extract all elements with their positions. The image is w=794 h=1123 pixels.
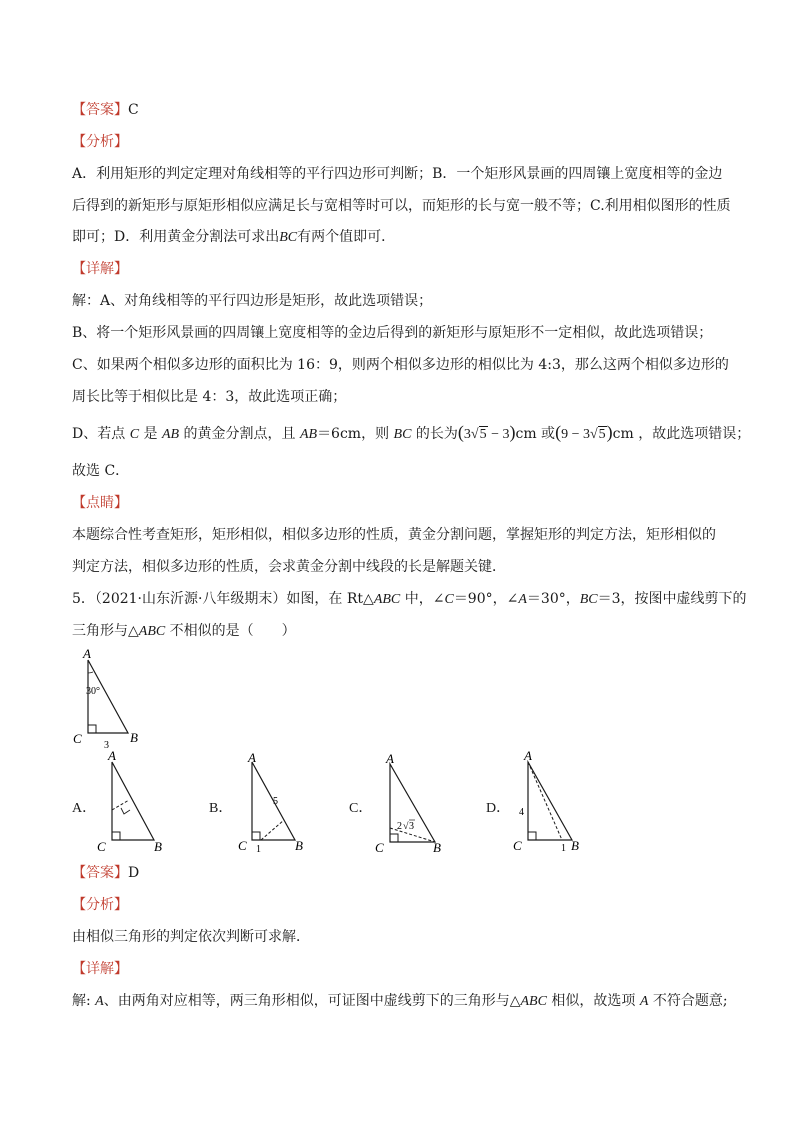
expr-two: (: [555, 422, 562, 442]
cut-line: [261, 820, 284, 840]
option-c-figure: [372, 752, 452, 857]
option-d-figure: [508, 750, 588, 855]
q4-detail-d: D、若点 C 是 AB 的黄金分割点，且 AB＝6cm，则 BC 的长为(3√5 − 3)cm 或(9 − 3√5)cm ，故此选项错误；: [72, 422, 751, 442]
q4-analysis-line-2: 后得到的新矩形与原矩形相似应满足长与宽相等时可以，而矩形的长与宽一般不等；C.利用相似图形的性质: [72, 198, 731, 214]
option-a-figure: [92, 750, 172, 855]
option-b-label: B．: [209, 801, 233, 816]
option-c-label: C．: [349, 801, 373, 816]
q5-analysis-label: 【分析】: [72, 897, 128, 913]
answer-label: 【答案】: [72, 865, 128, 881]
side-3-label: 3: [104, 740, 109, 751]
cut-line: [112, 800, 129, 810]
vertex-a-label: A: [386, 752, 394, 766]
q5-answer-line: [72, 863, 139, 883]
vertex-a-label: A: [248, 750, 256, 765]
q5-stem-line-2: 三角形与△ABC 不相似的是（ ）: [72, 623, 296, 639]
answer-label: 【答案】: [72, 102, 128, 118]
expr-one: (: [457, 422, 464, 442]
q5-detail-label: 【详解】: [72, 961, 128, 977]
q4-detail-c1: C、如果两个相似多边形的面积比为 16：9，则两个相似多边形的相似比为 4:3，那么这两个相似多边形的: [72, 357, 729, 373]
q4-detail-a: 解：A、对角线相等的平行四边形是矩形，故此选项错误；: [72, 293, 433, 309]
right-angle-mark: [528, 832, 536, 840]
option-a-label: A．: [72, 801, 97, 816]
height-4-label: 4: [519, 807, 524, 818]
q5-stem-line-1: 5．（2021·山东沂源·八年级期末）如图，在 Rt△ABC 中，∠C＝90°，∠A＝30°，BC＝3，按图中虚线剪下的: [72, 591, 747, 607]
vertex-c-label: C: [238, 838, 247, 853]
angle-arc: [88, 672, 93, 673]
q4-detail-label: 【详解】: [72, 261, 128, 277]
base-1-label: 1: [256, 844, 261, 855]
vertex-b-label: B: [433, 840, 441, 855]
vertex-b-label: B: [130, 730, 138, 745]
vertex-a-label: A: [83, 646, 91, 661]
q5-detail-text: 解: A、由两角对应相等，两三角形相似，可证图中虚线剪下的三角形与△ABC 相似，故选项 A 不符合题意;: [72, 993, 728, 1009]
q5-analysis-text: 由相似三角形的判定依次判断可求解．: [72, 929, 310, 945]
right-angle-mark: [112, 832, 120, 840]
right-angle-mark: [390, 834, 398, 842]
q4-detail-c2: 周长比等于相似比是 4：3，故此选项正确；: [72, 389, 347, 405]
seg-coef-label: 2: [397, 821, 402, 832]
q4-comment-line-1: 本题综合性考查矩形，矩形相似，相似多边形的性质，黄金分割问题，掌握矩形的判定方法，矩形相似的: [72, 527, 716, 543]
q4-comment-label: 【点睛】: [72, 495, 128, 511]
vertex-a-label: A: [524, 750, 532, 763]
angle-30-label: 30°: [86, 686, 100, 697]
base-1-label: 1: [561, 843, 566, 854]
answer-value: C: [128, 102, 139, 118]
option-b-figure: [232, 750, 312, 855]
vertex-b-label: B: [154, 839, 162, 854]
vertex-a-label: A: [108, 750, 116, 763]
vertex-c-label: C: [513, 838, 522, 853]
vertex-c-label: C: [97, 839, 106, 854]
q4-comment-line-2: 判定方法，相似多边形的性质，会求黄金分割中线段的长是解题关键．: [72, 559, 506, 575]
right-angle-mark: [252, 832, 260, 840]
q4-answer-line: [72, 100, 139, 120]
main-triangle-figure: [70, 645, 160, 753]
vertex-c-label: C: [73, 731, 82, 746]
hyp-5-label: 5: [273, 796, 278, 807]
vertex-b-label: B: [571, 838, 579, 853]
q4-analysis-label: 【分析】: [72, 134, 128, 150]
option-d-label: D．: [486, 801, 511, 816]
right-angle-mark: [121, 808, 130, 814]
vertex-b-label: B: [295, 838, 303, 853]
cut-line: [528, 762, 562, 840]
seg-radicand-label: 3: [409, 821, 414, 832]
q4-detail-b: B、将一个矩形风景画的四周镶上宽度相等的金边后得到的新矩形与原矩形不一定相似，故此选项错误；: [72, 325, 713, 341]
vertex-c-label: C: [375, 840, 384, 855]
right-angle-mark: [88, 725, 96, 733]
q4-analysis-line-1: A．利用矩形的判定定理对角线相等的平行四边形可判断；B．一个矩形风景画的四周镶上宽度相等的金边: [72, 166, 723, 182]
answer-value: D: [128, 865, 140, 881]
q4-choice: 故选 C．: [72, 463, 130, 479]
q4-analysis-line-3: 即可；D．利用黄金分割法可求出BC有两个值即可．: [72, 229, 396, 245]
seg-radical-sign: √: [403, 821, 409, 832]
